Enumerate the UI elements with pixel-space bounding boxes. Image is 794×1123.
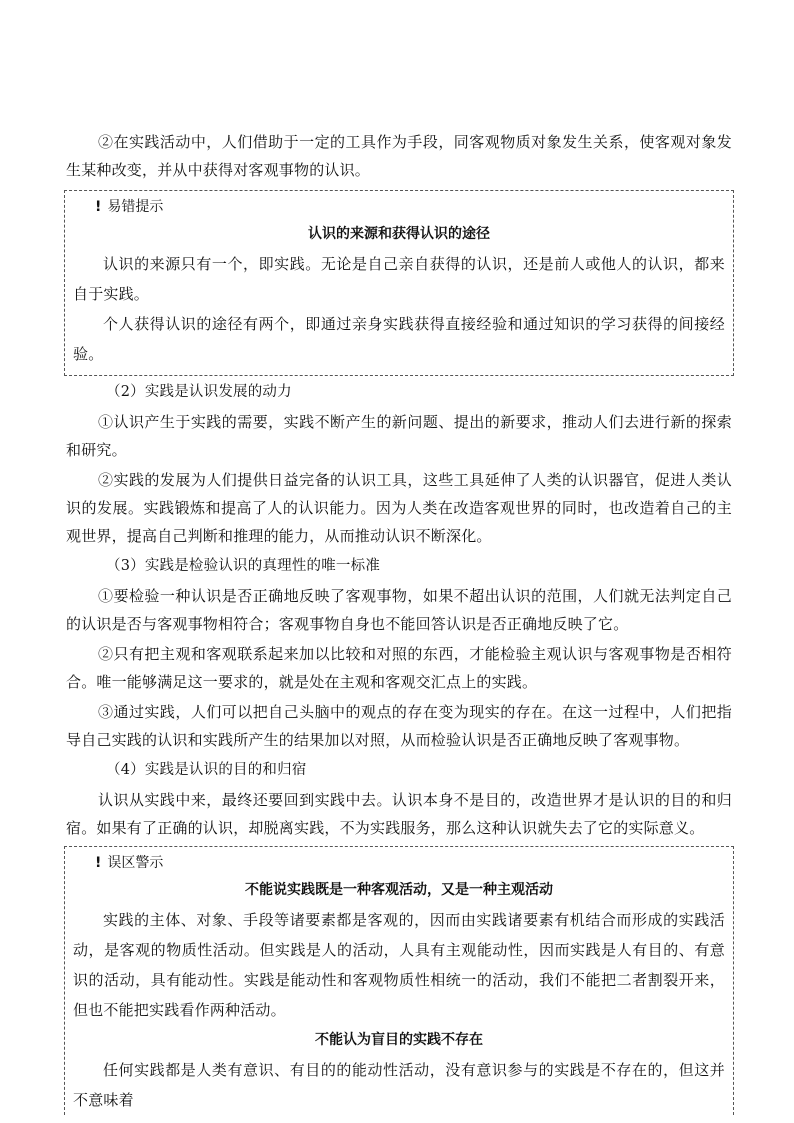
tip-box-label	[95, 851, 725, 875]
tip-box-paragraph: 任何实践都是人类有意识、有目的的能动性活动，没有意识参与的实践是不存在的，但这并不意味着	[73, 1061, 725, 1109]
tip-box-title: 认识的来源和获得认识的途径	[308, 226, 490, 242]
tip-box-title: 不能说实践既是一种客观活动，又是一种主观活动	[245, 882, 553, 898]
section-heading-driving-force: （2）实践是认识发展的动力	[106, 384, 292, 400]
tip-box-label-text: 误区警示	[107, 855, 164, 871]
tip-box-line: 个人获得认识的途径有两个，即通过亲身实践获得直接经验和通过知识的学习获得的间接经验。	[73, 315, 725, 363]
paragraph-practice-tools: ②在实践活动中，人们借助于一定的工具作为手段，同客观物质对象发生关系，使客观对象发生某种改变，并从中获得对客观事物的认识。	[66, 133, 732, 179]
paragraph: ①认识产生于实践的需要，实践不断产生的新问题、提出的新要求，推动人们去进行新的探索和研究。	[66, 413, 732, 459]
paragraph: ③通过实践，人们可以把自己头脑中的观点的存在变为现实的存在。在这一过程中，人们把指导自己实践的认识和实践所产生的结果加以对照，从而检验认识是否正确地反映了客观事物。	[66, 703, 732, 749]
tip-box-common-mistakes	[64, 190, 734, 376]
paragraph: ②只有把主观和客观联系起来加以比较和对照的东西，才能检验主观认识与客观事物是否相符合。唯一能够满足这一要求的，就是处在主观和客观交汇点上的实践。	[66, 645, 732, 691]
section-heading-criterion: （3）实践是检验认识的真理性的唯一标准	[106, 558, 381, 574]
tip-box-paragraph: 实践的主体、对象、手段等诸要素都是客观的，因而由实践诸要素有机结合而形成的实践活动，是客观的物质性活动。但实践是人的活动，人具有主观能动性，因而实践是人有目的、有意识的活动，具有能动性。实践是能动性和客观物质性相统一的活动，我们不能把二者割裂开来，但也不能把实践看作两种活动。	[73, 911, 725, 1019]
section-heading-purpose: （4）实践是认识的目的和归宿	[106, 762, 307, 778]
paragraph: 认识从实践中来，最终还要回到实践中去。认识本身不是目的，改造世界才是认识的目的和归宿。如果有了正确的认识，却脱离实践，不为实践服务，那么这种认识就失去了它的实际意义。	[66, 791, 732, 837]
paragraph: ②实践的发展为人们提供日益完备的认识工具，这些工具延伸了人类的认识器官，促进人类认识的发展。实践锻炼和提高了人的认识能力。因为人类在改造客观世界的同时，也改造着自己的主观世界，提高自己判断和推理的能力，从而推动认识不断深化。	[66, 471, 732, 545]
document-content	[66, 128, 732, 1117]
exclamation-icon: !	[95, 855, 102, 871]
exclamation-icon: !	[95, 199, 102, 215]
tip-box-misconceptions	[64, 846, 734, 1115]
tip-box-title: 不能认为盲目的实践不存在	[315, 1032, 483, 1048]
tip-box-line: 认识的来源只有一个，即实践。无论是自己亲自获得的认识，还是前人或他人的认识，都来自于实践。	[73, 255, 725, 303]
tip-box-label-text: 易错提示	[107, 199, 164, 215]
tip-box-label	[95, 195, 725, 219]
paragraph: ①要检验一种认识是否正确地反映了客观事物，如果不超出认识的范围，人们就无法判定自己的认识是否与客观事物相符合；客观事物自身也不能回答认识是否正确地反映了它。	[66, 587, 732, 633]
